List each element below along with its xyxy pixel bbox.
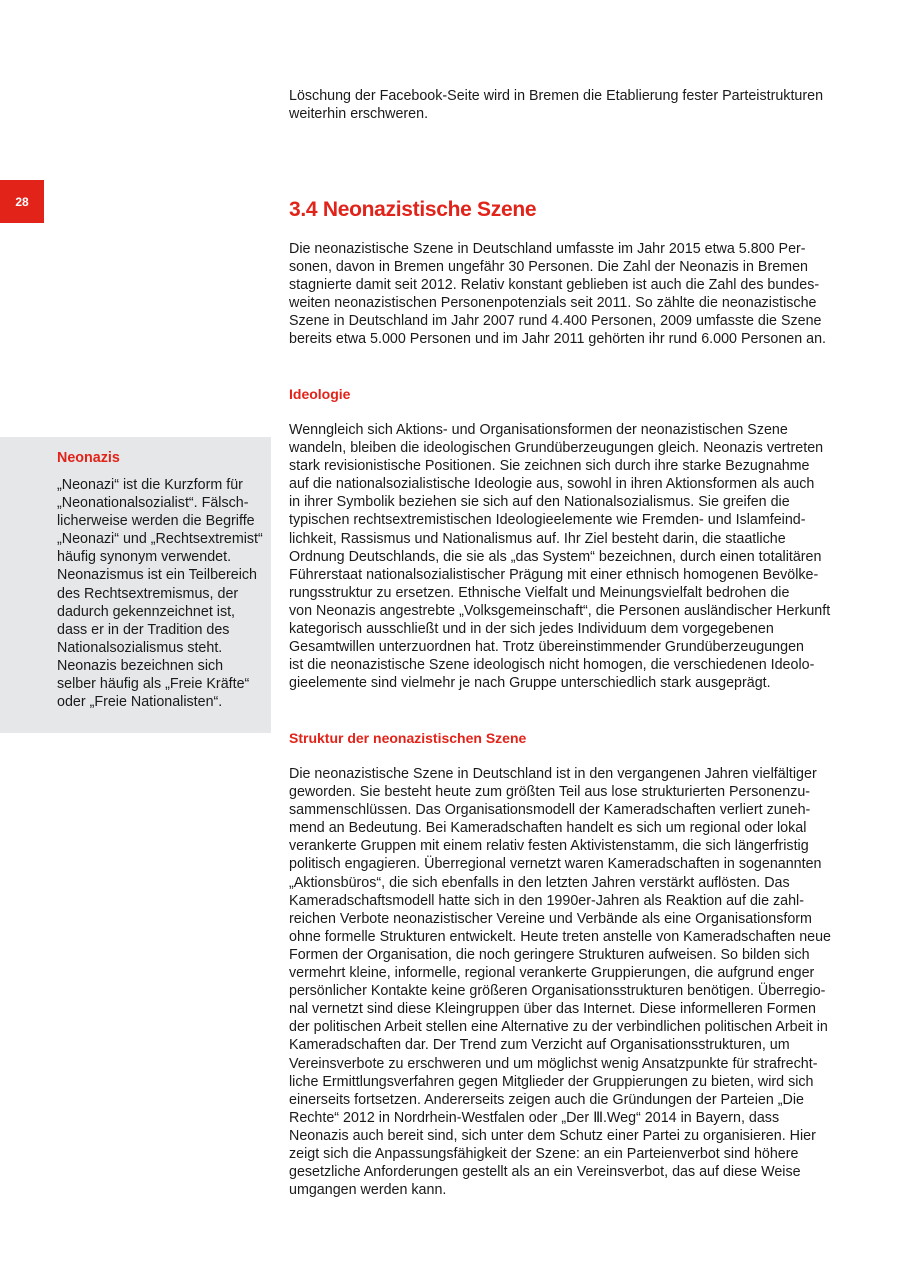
text-line: Neonazis bezeichnen sich [57, 657, 224, 674]
text-line: stark revisionistische Positionen. Sie zeichnen sich durch ihre starke Bezugnahme [289, 458, 810, 475]
text-line: gesetzliche Anforderungen gestellt als an ein Vereinsverbot, das auf diese Weise [289, 1164, 801, 1181]
text-line: „Neonazi“ ist die Kurzform für [57, 477, 243, 493]
text-line: selber häufig als „Freie Kräfte“ [57, 676, 250, 693]
text-line: ohne formelle Strukturen entwickelt. Heute treten anstelle von Kameradschaften neue [289, 928, 832, 945]
text-line: einerseits fortsetzen. Andererseits zeigen auch die Gründungen der Parteien „Die [289, 1091, 804, 1108]
text-line: Die neonazistische Szene in Deutschland ist in den vergangenen Jahren vielfältiger [289, 766, 817, 782]
section-intro-paragraph [289, 240, 841, 349]
text-line: Die neonazistische Szene in Deutschland umfasste im Jahr 2015 etwa 5.800 Per- [289, 241, 806, 257]
intro-paragraph [289, 87, 841, 123]
text-line: von Neonazis angestrebte „Volksgemeinschaft“, die Personen ausländischer Herkunft [289, 602, 831, 619]
definition-sidebar [0, 437, 271, 733]
text-line: lichkeit, Rassismus und Nationalismus auf. Ihr Ziel besteht darin, die staatliche [289, 530, 786, 547]
text-line: gieelemente sind vielmehr je nach Gruppe unterschiedlich stark ausgeprägt. [289, 675, 771, 692]
text-line: des Rechtsextremismus, der [57, 585, 239, 602]
text-line: sonen, davon in Bremen ungefähr 30 Personen. Die Zahl der Neonazis in Bremen [289, 259, 808, 276]
text-line: Vereinsverbote zu erschweren und um möglichst wenig Ansatzpunkte für strafrecht- [289, 1055, 818, 1072]
text-line: reichen Verbote neonazistischer Vereine und Verbände als eine Organisationsform [289, 910, 812, 927]
text-line: zeigt sich die Anpassungsfähigkeit der Szene: an ein Parteienverbot sind höhere [289, 1145, 799, 1162]
text-line: Neonazis auch bereit sind, sich unter dem Schutz einer Partei zu organisieren. Hier [289, 1127, 816, 1144]
text-line: licherweise werden die Begriffe [57, 513, 255, 530]
sidebar-title: Neonazis [57, 450, 120, 466]
text-line: nal vernetzt sind diese Kleingruppen über das Internet. Diese informelleren Formen [289, 1001, 816, 1018]
sidebar-text [57, 476, 263, 711]
text-line: umgangen werden kann. [289, 1182, 447, 1199]
text-line: häufig synonym verwendet. [57, 549, 232, 566]
text-line: Wenngleich sich Aktions- und Organisationsformen der neonazistischen Szene [289, 422, 788, 438]
text-line: oder „Freie Nationalisten“. [57, 694, 223, 711]
text-line: persönlicher Kontakte keine größeren Organisationsstrukturen benötigen. Überregio- [289, 983, 826, 1000]
text-line: Kameradschaften dar. Der Trend zum Verzicht auf Organisationsstrukturen, um [289, 1037, 790, 1054]
text-line: verankerte Gruppen mit einem relativ festen Aktivistenstamm, die sich längerfristig [289, 838, 809, 855]
text-line: Formen der Organisation, die noch geringere Strukturen aufweisen. So bilden sich [289, 946, 810, 963]
text-line: kategorisch ausschließt und in der sich jedes Individuum dem vorgegebenen [289, 621, 774, 638]
text-line: ist die neonazistische Szene ideologisch nicht homogen, die verschiedenen Ideolo- [289, 657, 815, 674]
structure-paragraph [289, 765, 841, 1199]
text-line: vermehrt kleine, informelle, regional verankerte Gruppierungen, die aufgrund enger [289, 965, 815, 982]
text-line: Führerstaat nationalsozialistischer Prägung mit einer ethnisch homogenen Bevölke- [289, 566, 819, 583]
text-line: der politischen Arbeit stellen eine Alternative zu der verbindlichen politischen Arbeit in [289, 1019, 828, 1036]
text-line: Kameradschaftsmodell hatte sich in den 1990er-Jahren als Reaktion auf die zahl- [289, 892, 804, 909]
text-line: „Aktionsbüros“, die sich ebenfalls in den letzten Jahren verstärkt auflösten. Das [289, 874, 790, 891]
text-line: sammenschlüssen. Das Organisationsmodell der Kameradschaften verliert zuneh- [289, 802, 811, 819]
text-line: Neonazismus ist ein Teilbereich [57, 567, 257, 584]
text-line: weiterhin erschweren. [289, 106, 429, 123]
structure-heading: Struktur der neonazistischen Szene [289, 730, 527, 746]
text-line: Gesamtwillen unterzuordnen hat. Trotz übereinstimmender Grundüberzeugungen [289, 639, 804, 656]
text-line: weiten neonazistischen Personenpotenzials seit 2011. So zählte die neonazistische [289, 295, 817, 312]
text-line: dass er in der Tradition des [57, 621, 230, 638]
section-title: 3.4 Neonazistische Szene [289, 198, 537, 221]
text-line: dadurch gekennzeichnet ist, [57, 603, 236, 620]
page-number: 28 [0, 180, 44, 223]
text-line: Rechte“ 2012 in Nordrhein-Westfalen oder „Der Ⅲ.Weg“ 2014 in Bayern, dass [289, 1109, 780, 1126]
ideology-paragraph [289, 421, 841, 692]
text-line: typischen rechtsextremistischen Ideologieelemente wie Fremden- und Islamfeind- [289, 512, 806, 529]
text-line: wandeln, bleiben die ideologischen Grundüberzeugungen gleich. Neonazis vertreten [289, 440, 824, 457]
text-line: liche Ermittlungsverfahren gegen Mitglieder der Gruppierungen zu bieten, wird sich [289, 1073, 814, 1090]
text-line: mend an Bedeutung. Bei Kameradschaften handelt es sich um regional oder lokal [289, 820, 807, 837]
text-line: auf die nationalsozialistische Ideologie aus, sowohl in ihren Aktionsformen als auch [289, 476, 815, 493]
text-line: Löschung der Facebook-Seite wird in Bremen die Etablierung fester Parteistrukturen [289, 88, 824, 104]
text-line: Szene in Deutschland im Jahr 2007 rund 4.400 Personen, 2009 umfasste die Szene [289, 313, 822, 330]
text-line: „Neonazi“ und „Rechtsextremist“ [57, 531, 263, 548]
text-line: rungsstruktur zu ersetzen. Ethnische Vielfalt und Meinungsvielfalt bedrohen die [289, 584, 790, 601]
text-line: „Neonationalsozialist“. Fälsch- [57, 495, 249, 512]
text-line: stagnierte damit seit 2012. Relativ konstant geblieben ist auch die Zahl des bundes- [289, 277, 820, 294]
text-line: in ihrer Symbolik beziehen sie sich auf den Nationalsozialismus. Sie greifen die [289, 494, 790, 511]
text-line: Nationalsozialismus steht. [57, 639, 223, 656]
text-line: bereits etwa 5.000 Personen und im Jahr 2011 gehörten ihr rund 6.000 Personen an. [289, 331, 827, 348]
text-line: politisch engagieren. Überregional vernetzt waren Kameradschaften in sogenannten [289, 856, 822, 873]
text-line: geworden. Sie besteht heute zum größten Teil aus lose strukturierten Personenzu- [289, 784, 811, 801]
ideology-heading: Ideologie [289, 386, 351, 402]
text-line: Ordnung Deutschlands, die sie als „das System“ bezeichnen, durch einen totalitären [289, 548, 822, 565]
